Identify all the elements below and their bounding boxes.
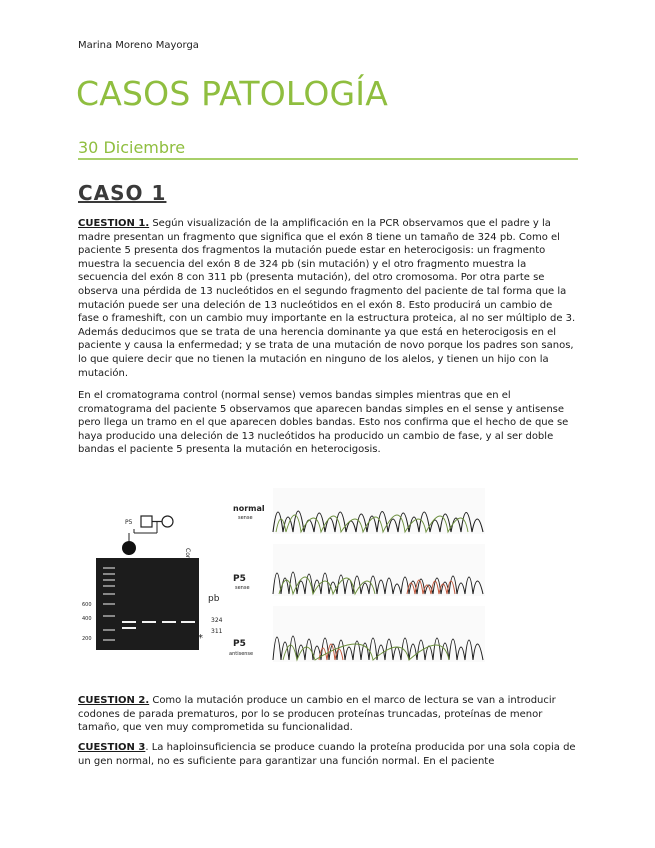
band-324-label: 324 (211, 617, 223, 624)
chromatogram-p5-sense (273, 544, 485, 596)
pedigree-label: P5 (125, 519, 133, 526)
chromatogram-normal (273, 488, 485, 534)
question-3-text: . La haploinsuficiencia se produce cuando la proteína producida por una sola copia de un gen normal, no es suficiente para garantizar una función normal. En el paciente (78, 742, 576, 767)
band-311-label: 311 (211, 628, 223, 635)
author-name: Marina Moreno Mayorga (78, 40, 199, 51)
question-3-label: CUESTION 3 (78, 742, 146, 753)
document-date: 30 Diciembre (78, 138, 186, 157)
trace-p5-antisense-label: P5 (233, 639, 246, 649)
question-3-paragraph (78, 741, 576, 768)
case-heading: CASO 1 (78, 181, 167, 205)
unit-label: pb (208, 594, 220, 604)
mutation-asterisk: * (198, 633, 203, 644)
question-1-label: CUESTION 1. (78, 218, 150, 229)
pcr-chromatogram-figure (78, 488, 498, 676)
question-2-paragraph (78, 694, 576, 735)
trace-p5-sense-sub: sense (235, 585, 250, 591)
question-2-label: CUESTION 2. (78, 695, 150, 706)
chromatogram-p5-antisense (273, 606, 485, 662)
chromatogram-paragraph: En el cromatograma control (normal sense) vemos bandas simples mientras que en el cromatograma del paciente 5 observamos que aparecen bandas simples en el sense y antisense pero llega un tramo en el que aparecen dobles bandas. Esto nos confirma que el hecho de que se haya producido una deleción de 13 nucleótidos ha producido un cambio de fase, y al ser doble bandas el paciente 5 presenta la mutación en heterocigosis. (78, 390, 569, 456)
question-1-text: Según visualización de la amplificación en la PCR observamos que el padre y la madre presentan un fragmento que significa que el exón 8 tiene un tamaño de 324 pb. Como el paciente 5 presenta dos fragmentos la mutación puede estar en heterocigosis: un fragmento muestra la secuencia del exón 8 de 324 pb (sin mutación) y el otro fragmento muestra la secuencia del exón 8 con 311 pb (presenta mutación), del otro cromosoma. Por otra parte se observa una pérdida de 13 nucleótidos en el segundo fragmento del paciente de tal forma que la mutación puede ser una deleción de 13 nucleótidos en el exón 8. Esto producirá un cambio de fase o frameshift, con un cambio muy importante en la estructura proteica, al no ser múltiplo de 3. Además deducimos que se trata de una herencia dominante ya que está en heterocigosis en el paciente y causa la enfermedad; y se trata de una mutación de novo porque los padres son sanos, lo que quiere decir que no tienen la mutación en ninguno de los alelos, y tienen un hijo con la mutación. (78, 218, 576, 379)
trace-p5-antisense-sub: antisense (229, 651, 254, 657)
question-1-paragraph (78, 217, 576, 380)
ladder-200: 200 (82, 636, 92, 642)
document-title: CASOS PATOLOGÍA (76, 74, 388, 113)
trace-normal-sub: sense (238, 515, 253, 521)
gel-electrophoresis (82, 558, 223, 650)
question-2-text: Como la mutación produce un cambio en el marco de lectura se van a introducir codones de parada prematuros, por lo se producen proteínas truncadas, proteínas de menor tamaño, que ven muy comprometida su funcionalidad. (78, 695, 556, 734)
trace-normal-label: normal (233, 504, 265, 513)
title-divider (78, 158, 578, 160)
ladder-600: 600 (82, 602, 92, 608)
trace-p5-sense-label: P5 (233, 574, 246, 584)
ladder-400: 400 (82, 616, 92, 622)
